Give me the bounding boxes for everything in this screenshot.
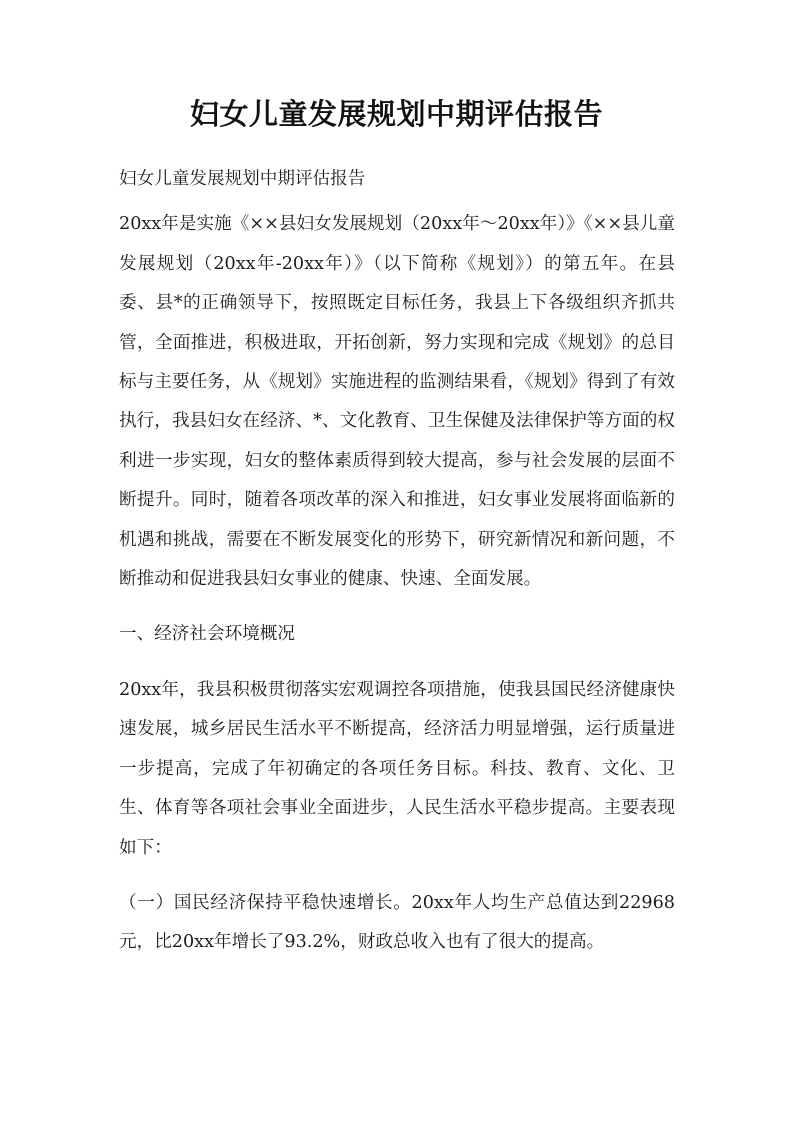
section-heading-economy: 一、经济社会环境概况 [119,624,295,645]
document-title: 妇女儿童发展规划中期评估报告 [189,97,603,131]
paragraph-intro: 20xx年是实施《××县妇女发展规划（20xx年～20xx年）》《××县儿童发展规划（20xx年-20xx年）》（以下简称《规划》）的第五年。在县委、县*的正确领导下，按照既定目标任务，我县上下各级组织齐抓共管，全面推进，积极进取，开拓创新，努力实现和完成《规划》的总目标与主要任务，从《规划》实施进程的监测结果看，《规划》得到了有效执行，我县妇女在经济、*、文化教育、卫生保健及法律保护等方面的权利进一步实现，妇女的整体素质得到较大提高，参与社会发展的层面不断提升。同时，随着各项改革的深入和推进，妇女事业发展将面临新的机遇和挑战，需要在不断发展变化的形势下，研究新情况和新问题，不断推动和促进我县妇女事业的健康、快速、全面发展。 [119,214,675,590]
paragraph-economy-growth: （一）国民经济保持平稳快速增长。20xx年人均生产总值达到22968元，比20xx年增长了93.2%，财政总收入也有了很大的提高。 [119,892,675,953]
document-subtitle: 妇女儿童发展规划中期评估报告 [119,169,366,189]
paragraph-economy-overview: 20xx年，我县积极贯彻落实宏观调控各项措施，使我县国民经济健康快速发展，城乡居民生活水平不断提高，经济活力明显增强，运行质量进一步提高，完成了年初确定的各项任务目标。科技、教育、文化、卫生、体育等各项社会事业全面进步，人民生活水平稳步提高。主要表现如下： [119,679,675,858]
document-body [119,160,675,979]
